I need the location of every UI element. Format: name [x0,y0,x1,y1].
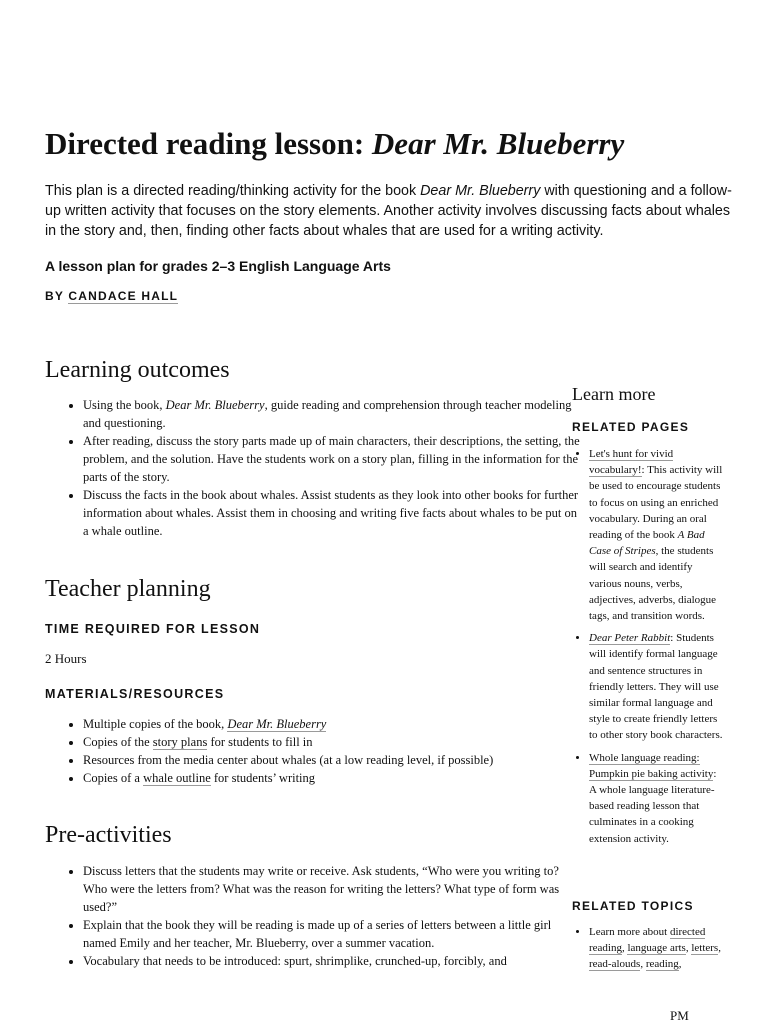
related-page-link[interactable]: Whole language reading: Pumpkin pie baking activity [589,751,714,780]
list-item: • Discuss letters that the students may write or receive. Ask students, “Who were you writing to? Who were the letters from? What was the reason for writing the letters? What type of form was used?” [83,862,583,916]
list-item: • Dear Peter Rabbit: Students will identify formal language and sentence structures in friendly letters. They will use similar formal language and style to create friendly letters to other story book characters. [589,630,725,743]
whale-outline-link[interactable]: whale outline [143,771,211,785]
learning-outcomes-heading: Learning outcomes [45,357,230,383]
title-book-name: Dear Mr. Blueberry [371,126,625,161]
topic-link[interactable]: language arts [627,942,686,955]
related-topics-list [572,924,725,979]
list-item: • Let's hunt for vivid vocabulary!: This activity will be used to encourage students to focus on using an enriched vocabulary. During an oral reading of the book A Bad Case of Stripes, the students will search and identify various nouns, verbs, adjectives, adverbs, dialogue tags, and transition words. [589,446,725,624]
footer-time-label: PM [670,1008,689,1023]
list-item: • Learn more about directed reading, language arts, letters, read-alouds, reading, [589,924,725,973]
list-item: • Discuss the facts in the book about whales. Assist students as they look into other books for further information about whales. Assist them in choosing and writing five facts about whales to be put on a whale outline. [83,486,583,540]
intro-paragraph: This plan is a directed reading/thinking activity for the book Dear Mr. Blueberry with questioning and a follow-up written activity that focuses on the story elements. Another activity involves discussing facts about whales in the story and, then, finding other facts about whales that are used for a writing activity. [45,183,732,239]
topic-link[interactable]: read-alouds [589,958,641,971]
author-link[interactable]: CANDACE HALL [68,289,179,303]
materials-list [45,715,583,787]
materials-heading: MATERIALS/RESOURCES [45,687,225,701]
page-title [45,124,745,164]
time-required-heading: TIME REQUIRED FOR LESSON [45,622,261,636]
teacher-planning-heading: Teacher planning [45,576,211,602]
related-page-link[interactable]: Let's hunt for vivid vocabulary! [589,448,674,477]
topic-link[interactable]: reading [645,958,679,971]
learning-outcomes-list [45,396,583,540]
related-pages-list [572,446,725,853]
list-item: • Vocabulary that needs to be introduced: spurt, shrimplike, crunched-up, forcibly, and [83,952,583,970]
related-pages-heading: RELATED PAGES [572,420,690,434]
title-text: Directed reading lesson: [45,126,372,161]
list-item: • Explain that the book they will be reading is made up of a series of letters between a little girl named Emily and her teacher, Mr. Blueberry, over a summer vacation. [83,916,583,952]
topic-link[interactable]: directed reading [589,926,706,955]
list-item: • Copies of a whale outline for students’ writing [83,769,583,787]
related-page-link[interactable]: Dear Peter Rabbit [589,632,671,645]
pre-activities-heading: Pre-activities [45,822,172,848]
learn-more-heading: Learn more [572,384,656,404]
lesson-subtitle: A lesson plan for grades 2–3 English Language Arts [45,258,391,274]
pre-activities-list [45,862,583,970]
list-item: • Using the book, Dear Mr. Blueberry, guide reading and comprehension through teacher modeling and questioning. [83,396,583,432]
story-plans-link[interactable]: story plans [152,735,208,749]
related-topics-heading: RELATED TOPICS [572,899,694,913]
list-item: • After reading, discuss the story parts made up of main characters, their descriptions, the setting, the problem, and the solution. Have the students work on a story plan, filling in the information for the parts of the story. [83,432,583,486]
list-item: • Resources from the media center about whales (at a low reading level, if possible) [83,751,583,769]
byline: BY CANDACE HALL [45,289,179,303]
book-link[interactable]: Dear Mr. Blueberry [227,717,327,731]
list-item: • Copies of the story plans for students to fill in [83,733,583,751]
list-item: • Whole language reading: Pumpkin pie baking activity: A whole language literature-based reading lesson that culminates in a cooking extension activity. [589,750,725,847]
topic-link[interactable]: letters [691,942,719,955]
list-item: • Multiple copies of the book, Dear Mr. Blueberry [83,715,583,733]
time-required-value: 2 Hours [45,651,87,666]
